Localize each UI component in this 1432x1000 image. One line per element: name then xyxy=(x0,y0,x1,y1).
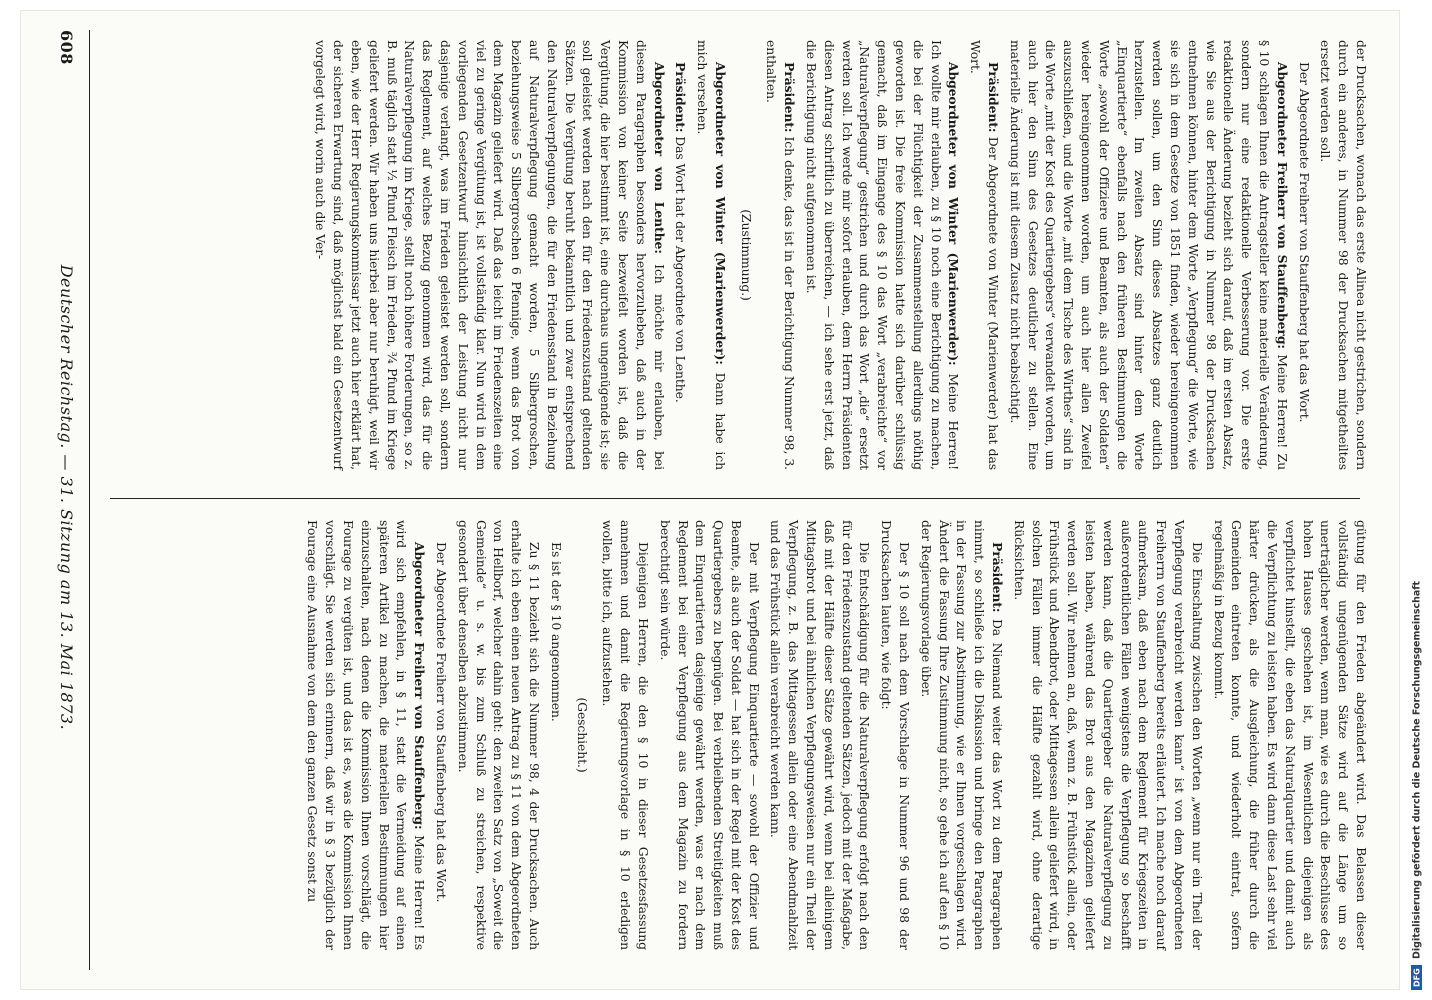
header-rule xyxy=(89,30,90,970)
speaker-label: Abgeordneter Freiherr von Stauffenberg: xyxy=(1274,62,1290,349)
paragraph-text: Ich möchte mir erlauben, bei diesem Paragraphen besonders hervorzuheben, daß auch in der Kommission von keiner Seite bezweifelt worden ist, daß die Vergütung, die hier bestimmt ist, eine durchaus ungenügende ist; sie soll geleistet werden nach den für den Friedenszustand geltenden Sätzen. Die Vergütung beruht bekanntlich und zwar entsprechend den Naturalverpflegungen, die für den Friedensstand in Beziehung auf Naturalverpflegung gemacht worden, 5 Silbergroschen, beziehungsweise 5 Silbergroschen 6 Pfennige, wenn das Brot von dem Magazin geliefert wird. Daß das leicht im Friedenszeiten eine viel zu geringe Vergütung ist, ist vollständig klar. Nun wird in dem vorliegenden Gesetzentwurf hinsichtlich der Leistung nicht nur dasjenige verlangt, was im Frieden geleistet werden soll, sondern das Reglement, auf welches Bezug genommen wird, das für die Naturalverpflegung im Kriege, stellt noch höhere Forderungen, so z. B. muß täglich statt ½ Pfund Fleisch im Frieden, ¾ Pfund im Kriege geliefert werden. Wir haben uns hierbei aber nur beruhigt, weil wir eben, wie der Herr Regierungskommissar jetzt auch hier erklärt hat, der sicheren Erwartung sind, daß möglichst bald ein Gesetzentwurf vorgelegt wird, worin auch die Ver- xyxy=(313,40,667,470)
paragraph xyxy=(1317,40,1370,470)
paragraph xyxy=(573,520,591,950)
paragraph-text: Die Entschädigung für die Naturalverpflegung erfolgt nach den für den Friedenszustand geltenden Sätzen, jedoch mit der Maßgabe, daß mit der Hälfte dieser Sätze gewährt wird, wenn bei alleinigem Mittagsbrot und bei ähnlichen Verpflegungsweisen nur ein Theil der Verpflegung, z. B. das Mittagessen allein oder eine Abendmahlzeit und das Frühstück allein verabreicht werden kann. xyxy=(768,520,873,950)
paragraph xyxy=(966,40,1002,470)
speaker-label: Präsident: xyxy=(986,62,1002,133)
paragraph xyxy=(802,40,962,470)
paragraph-text: Zu § 11 bezieht sich die Nummer 98, 4 der Drucksachen. Auch erhalte ich eben einen neuen Antrag zu § 11 von dem Abgeordneten von Hellborf, welcher dahin geht: den zweiten Satz von „Soweit die Gemeinde“ u. s. w. bis zum Schluß zu streichen, respektive gesondert über denselben abzustimmen. xyxy=(455,520,542,950)
paragraph xyxy=(1295,40,1313,470)
running-title: Deutscher Reichstag. — 31. Sitzung am 13. Mai 1873. xyxy=(57,264,77,731)
paragraph xyxy=(656,520,763,950)
paragraph-text: Der Abgeordnete Freiherr von Stauffenberg hat das Wort. xyxy=(1296,62,1312,423)
speaker-label: Präsident: xyxy=(990,542,1006,613)
speaker-label: Präsident: xyxy=(782,62,798,133)
paragraph-text: (Zustimmung.) xyxy=(738,209,754,301)
paragraph xyxy=(312,40,668,470)
paragraph xyxy=(877,520,913,950)
paragraph-text: Meine Herren! Es wird sich empfehlen, in § 11, statt die Vermeidung auf einen späteren Artikel zu machen, die materiellen Bestimmungen hier einzuschalten, nach denen die Kommission Ihnen vorschlägt, die Fourage zu vergüten ist, und das ist es, was die Kommission Ihnen vorschlägt. Sie werden sich erinnern, daß wir in § 3 bezüglich der Fourage eine Ausnahme von dem den ganzen Gesetz sonst zu xyxy=(305,520,428,950)
paragraph xyxy=(917,520,1006,950)
paragraph-text: der Drucksachen, wonach das erste Alinea nicht gestrichen, sondern durch ein anderes, in Nummer 98 der Drucksachen mitgetheiltes ersetzt werden soll. xyxy=(1318,40,1369,470)
rotated-page-content xyxy=(20,10,1400,990)
speaker-label: Abgeordneter Freiherr von Stauffenberg: xyxy=(412,542,428,830)
paragraph-text: Der mit Verpflegung Einquartierte — sowohl der Offizier und Beamte, als auch der Soldat — hat sich in der Regel mit der Kost des Quartiergebers zu begnügen. Bei verbleibenden Streitigkeiten muß dem Einquartierten dasjenige gewährt werden, was er nach dem Reglement bei einer Verpflegung aus dem Magazin zu fordern berechtigt sein würde. xyxy=(657,520,762,950)
right-text-column xyxy=(300,520,1370,950)
paragraph xyxy=(1010,520,1206,950)
page-header xyxy=(52,30,82,970)
digitization-credit-text: Digitalisierung gefördert durch die Deutsche Forschungsgemeinschaft xyxy=(1411,581,1423,960)
paragraph xyxy=(763,40,799,470)
paragraph-text: Diejenigen Herren, die den § 10 in dieser Gesetzesfassung annehmen und damit die Regierungsvorlage in § 10 erledigen wollen, bitte ich, aufzustehen. xyxy=(600,520,651,950)
paragraph xyxy=(1210,520,1370,950)
digitization-credit xyxy=(1406,10,1428,990)
speaker-label: Abgeordneter von Winter (Marienwerder): xyxy=(946,62,962,366)
paragraph xyxy=(547,520,565,950)
paragraph xyxy=(693,40,729,470)
paragraph xyxy=(432,520,450,950)
paragraph xyxy=(737,40,755,470)
paragraph-text: Der Abgeordnete von Winter (Marienwerder) hat das Wort. xyxy=(968,40,1002,471)
speaker-label: Präsident: xyxy=(673,62,689,133)
paragraph-text: Es ist der § 10 angenommen. xyxy=(548,542,564,722)
paragraph-text: Da Niemand weiter das Wort zu dem Paragraphen nimmt, so schließe ich die Diskussion und bringe den Paragraphen in der Fassung zur Abstimmung, wie er Ihnen vorgeschlagen wird. Ändert die Fassung Ihre Zustimmung nicht, so gehe ich auf den § 10 der Regierungsvorlage über. xyxy=(918,520,1006,950)
paragraph-text: Das Wort hat der Abgeordnete von Lenthe. xyxy=(673,136,689,403)
paragraph-text: Dann habe ich mich versehen. xyxy=(695,40,728,470)
paragraph-text: Meine Herren! Zu § 10 schlagen Ihnen die Antragsteller keine materielle Veränderung, sondern nur eine redaktionelle Verbesserung vor. Die erste redaktionelle Änderung bezieht sich darauf, daß im ersten Absatz, wie Sie aus der Berichtigung in Nummer 98 der Drucksachen entnehmen können, hinter dem Worte „Verpflegung“ die Worte, wie sie sich in dem Gesetze von 1851 finden, wieder hereingenommen werden sollen, um den Sinn dieses Absatzes ganz deutlich herzustellen. Im zweiten Absatz sind hinter dem Worte „Einquartierte“ ebenfalls nach den früheren Bestimmungen die Worte „sowohl der Offiziere und Beamten, als auch der Soldaten“ wieder hereingenommen worden, um auch hier allen Zweifel auszuschließen, und die Worte „mit dem Tische des Wirthes“ sind in die Worte „mit der Kost des Quartiergebers“ verwandelt worden, um auch hier den Sinn des Gesetzes deutlicher zu stellen. Eine materielle Änderung ist mit diesem Zusatz nicht beabsichtigt. xyxy=(1007,40,1290,470)
dfg-logo: DFG xyxy=(1412,965,1423,990)
paragraph xyxy=(599,520,652,950)
speaker-label: Abgeordneter von Winter (Marienwerder): xyxy=(712,62,728,365)
paragraph-text: Meine Herren! Ich wollte mir erlauben, zu § 10 noch eine Berichtigung zu machen, die bei der Flüchtigkeit der Zusammenstellung allerdings nöthig geworden ist. Die freie Kommission hatte sich darüber schlüssig gemacht, daß im Eingange des § 10 das Wort „verabreichte“ vor „Naturalverpflegung“ gestrichen und durch das Wort „die“ ersetzt werden soll. Ich werde mir sofort erlauben, dem Herrn Präsidenten diesen Antrag schriftlich zu überreichen, — ich sehe erst jetzt, daß die Berichtigung nicht aufgenommen ist. xyxy=(804,40,962,470)
speaker-label: Abgeordneter von Lenthe: xyxy=(651,62,667,254)
paragraph xyxy=(767,520,874,950)
column-divider xyxy=(110,498,1360,499)
scanned-page xyxy=(20,10,1400,990)
paragraph xyxy=(454,520,543,950)
paragraph xyxy=(672,40,690,470)
paragraph xyxy=(1006,40,1291,470)
paragraph-text: gütung für den Frieden abgeändert wird. Das Belassen dieser vollständig ungenügenden Sätze wird auf die Länge um so unerträglicher werden, wenn man, wie es durch die Beschlüsse des hohen Hauses geschehen ist, im Wesentlichen diejenigen als verpflichtet hinstellt, die eben das Naturalquartier und damit auch die Verpflichtung zu leisten haben. Es wird dann diese Last sehr viel härter drücken, als die Ausgleichung, die früher durch die Gemeinden eintreten konnte, und wiederholt eintrat, sofern regelmäßig in Bezug kommt. xyxy=(1211,520,1369,950)
paragraph-text: (Geschieht.) xyxy=(574,697,590,773)
page-number: 608 xyxy=(57,30,77,65)
left-text-column xyxy=(308,40,1370,470)
paragraph-text: Ich denke, das ist in der Berichtigung Nummer 98, 3. enthalten. xyxy=(764,40,798,471)
paragraph-text: Der § 10 soll nach dem Vorschlage in Nummer 96 und 98 der Drucksachen lauten, wie folgt: xyxy=(879,520,913,950)
paragraph xyxy=(304,520,429,950)
paragraph-text: Der Abgeordnete Freiherr von Stauffenberg hat das Wort. xyxy=(433,542,449,903)
paragraph-text: Die Einschaltung zwischen den Worten „wenn nur ein Theil der Verpflegung verabreicht werden kann“ ist von dem Abgeordneten Freiherrn von Stauffenberg bereits erläutert. Ich mache noch darauf aufmerksam, daß eben nach dem Reglement für Kriegszeiten in außerordentlichen Fällen wenigstens die Verpflegung so beschafft werden kann, daß die Quartiergeber die Naturalverpflegung zu leisten haben, während das Brot aus den Magazinen geliefert werden soll. Wir nehmen an, daß, wenn z. B. Frühstück allein, oder Frühstück und Abendbrot, oder Mittagessen allein geliefert wird, in solchen Fällen immer die Hälfte gezahlt wird, ohne derartige Rücksichten. xyxy=(1011,520,1205,950)
